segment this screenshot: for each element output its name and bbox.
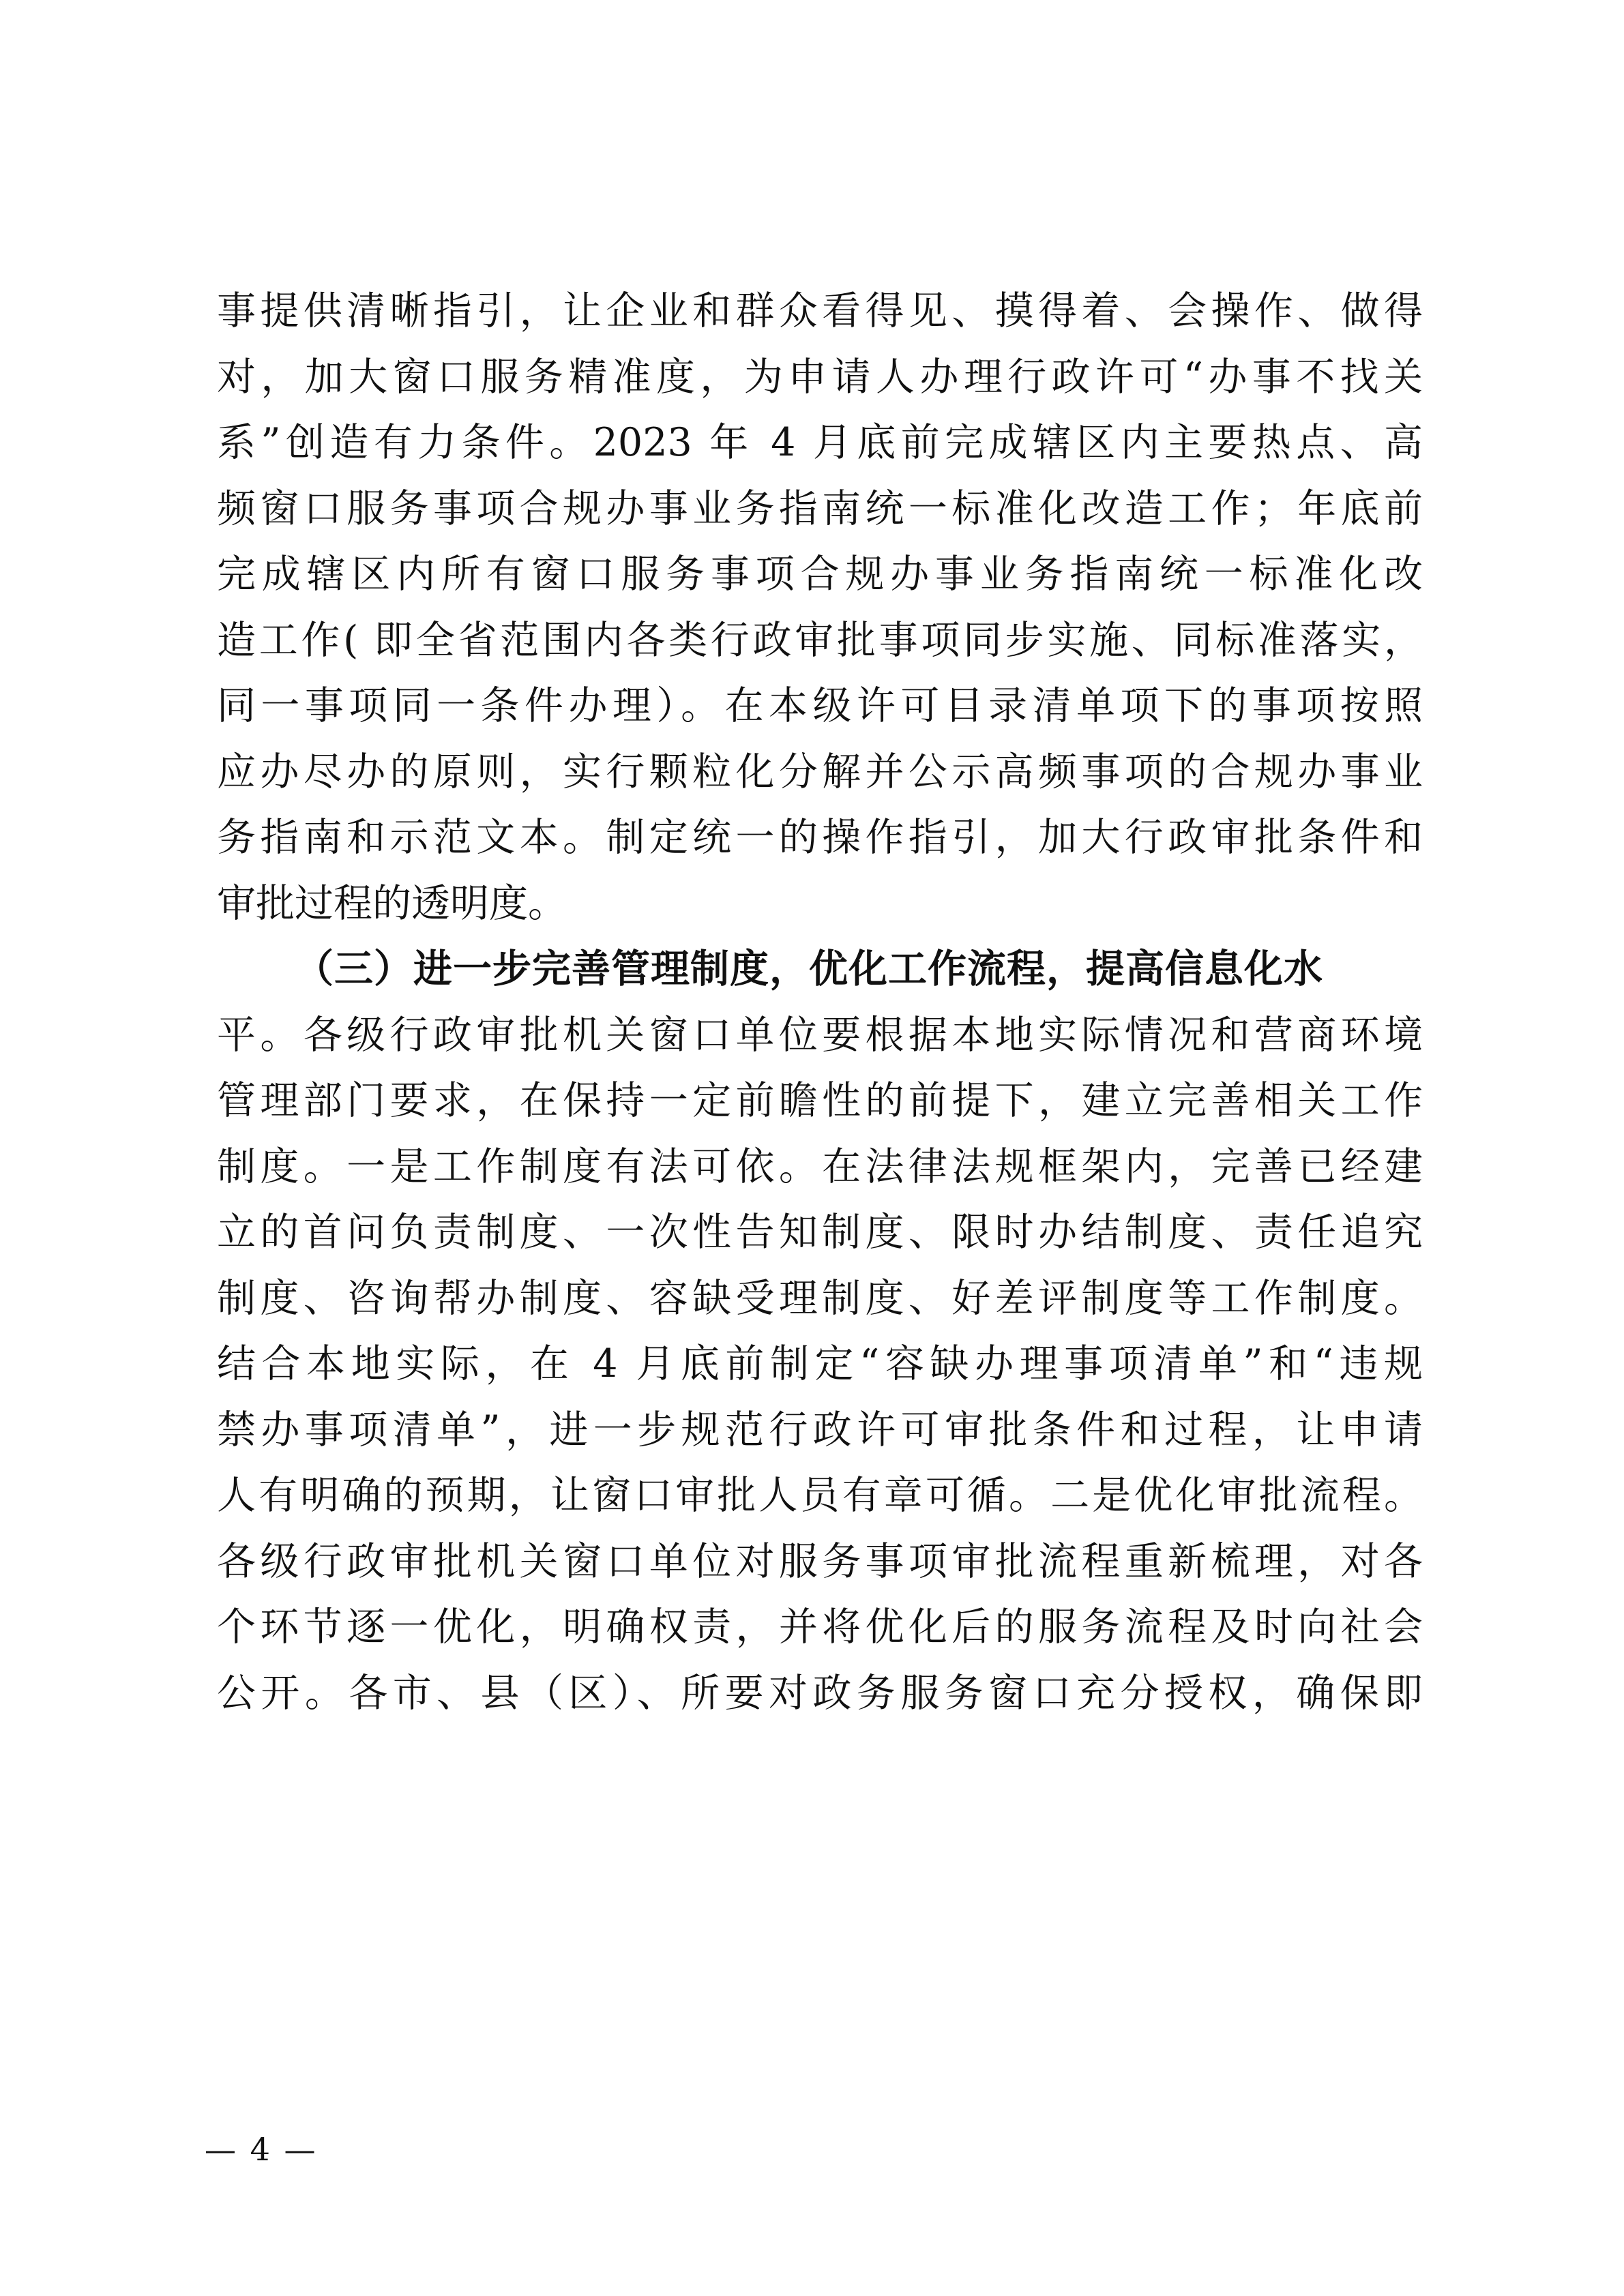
text-line: 管理部门要求，在保持一定前瞻性的前提下，建立完善相关工作 bbox=[217, 1078, 1423, 1123]
text-line: 禁办事项清单”，进一步规范行政许可审批条件和过程，让申请 bbox=[217, 1407, 1423, 1452]
text-line: 造工作( 即全省范围内各类行政审批事项同步实施、同标准落实， bbox=[217, 617, 1423, 663]
text-line: 制度、咨询帮办制度、容缺受理制度、好差评制度等工作制度。 bbox=[217, 1275, 1423, 1321]
text-line: 人有明确的预期，让窗口审批人员有章可循。二是优化审批流程。 bbox=[217, 1473, 1423, 1518]
section-heading-line bbox=[217, 936, 1423, 1002]
page-number: — 4 — bbox=[205, 2131, 318, 2168]
text-line: 同一事项同一条件办理）。在本级许可目录清单项下的事项按照 bbox=[217, 683, 1423, 728]
text-line: 各级行政审批机关窗口单位对服务事项审批流程重新梳理，对各 bbox=[217, 1538, 1423, 1584]
paragraph-section-three bbox=[217, 936, 1423, 1726]
document-body bbox=[217, 278, 1423, 1726]
text-line: 完成辖区内所有窗口服务事项合规办事业务指南统一标准化改 bbox=[217, 552, 1423, 597]
text-line: 平。各级行政审批机关窗口单位要根据本地实际情况和营商环境 bbox=[217, 1012, 1423, 1058]
text-line: 制度。一是工作制度有法可依。在法律法规框架内，完善已经建 bbox=[217, 1144, 1423, 1189]
section-heading-text: （三）进一步完善管理制度，优化工作流程，提高信息化水 bbox=[295, 946, 1323, 992]
text-line: 事提供清晰指引，让企业和群众看得见、摸得着、会操作、做得 bbox=[217, 288, 1423, 333]
text-line: 对，加大窗口服务精准度，为申请人办理行政许可“办事不找关 bbox=[217, 354, 1423, 400]
text-line: 务指南和示范文本。制定统一的操作指引，加大行政审批条件和 bbox=[217, 815, 1423, 860]
text-line: 系”创造有力条件。2023 年 4 月底前完成辖区内主要热点、高 bbox=[217, 420, 1423, 465]
text-line: 公开。各市、县（区）、所要对政务服务窗口充分授权，确保即 bbox=[217, 1670, 1423, 1716]
text-line: 频窗口服务事项合规办事业务指南统一标准化改造工作；年底前 bbox=[217, 486, 1423, 531]
text-line: 结合本地实际，在 4 月底前制定“容缺办理事项清单”和“违规 bbox=[217, 1341, 1423, 1386]
text-line: 审批过程的透明度。 bbox=[217, 880, 567, 926]
text-line: 立的首问负责制度、一次性告知制度、限时办结制度、责任追究 bbox=[217, 1210, 1423, 1255]
text-line: 应办尽办的原则，实行颗粒化分解并公示高频事项的合规办事业 bbox=[217, 749, 1423, 794]
paragraph-continuation bbox=[217, 278, 1423, 936]
text-line: 个环节逐一优化，明确权责，并将优化后的服务流程及时向社会 bbox=[217, 1605, 1423, 1650]
